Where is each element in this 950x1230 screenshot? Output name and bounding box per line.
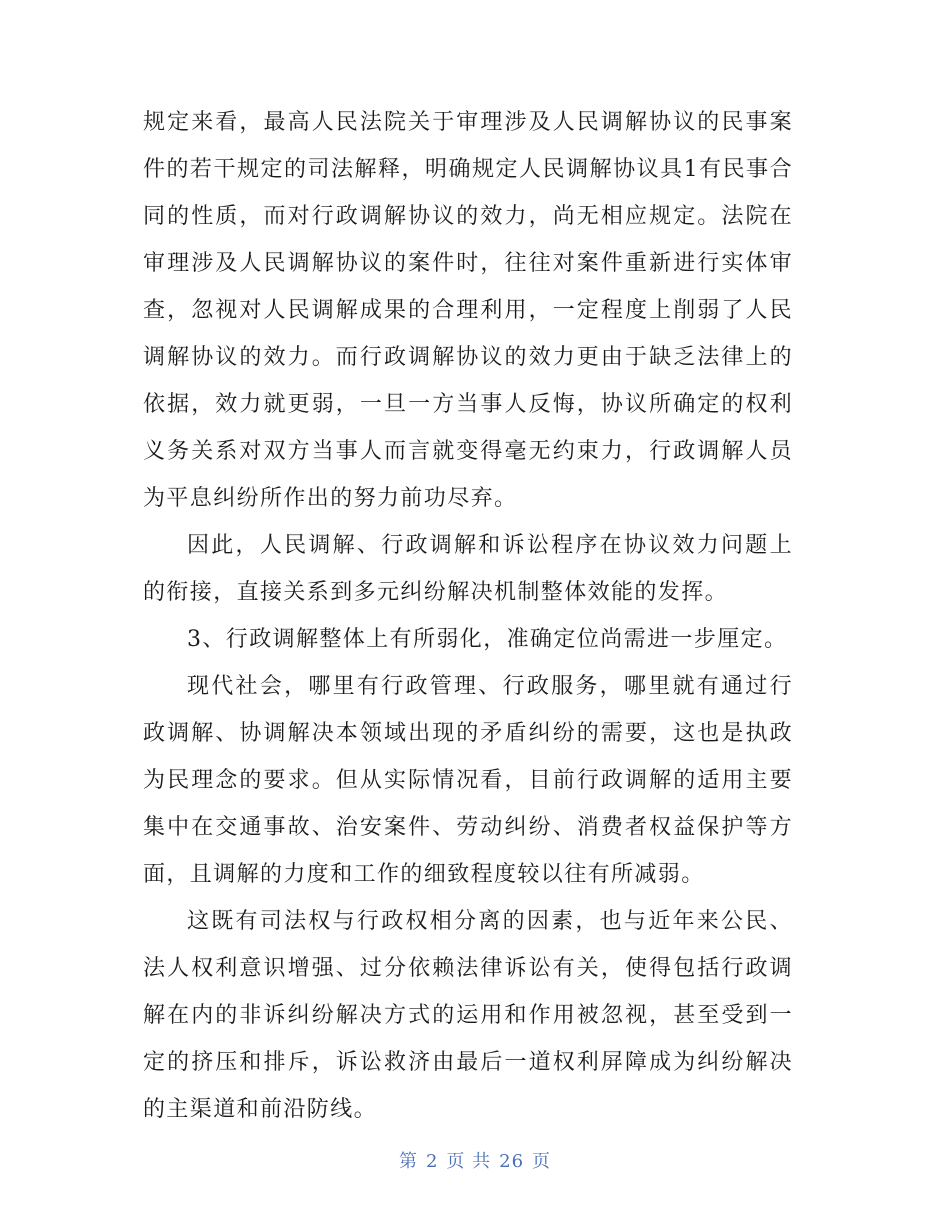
paragraph-3-heading: 3、行政调解整体上有所弱化，准确定位尚需进一步厘定。 bbox=[187, 627, 788, 652]
footer-current-page: 2 bbox=[425, 1151, 439, 1172]
footer-prefix: 第 bbox=[398, 1151, 418, 1172]
footer-middle: 页 共 bbox=[446, 1151, 492, 1172]
footer-suffix: 页 bbox=[532, 1151, 552, 1172]
paragraph-5: 这既有司法权与行政权相分离的因素，也与近年来公民、法人权利意识增强、过分依赖法律诉讼有关，使得包括行政调解在内的非诉纠纷解决方式的运用和作用被忽视，甚至受到一定的挤压和排斥，诉讼救济由最后一道权利屏障成为纠纷解决的主渠道和前沿防线。 bbox=[143, 909, 793, 1122]
document-body bbox=[143, 99, 793, 1133]
paragraph-2: 因此，人民调解、行政调解和诉讼程序在协议效力问题上的衔接，直接关系到多元纠纷解决机制整体效能的发挥。 bbox=[143, 533, 793, 605]
footer-total-pages: 26 bbox=[499, 1151, 525, 1172]
page-footer bbox=[0, 1147, 950, 1173]
paragraph-4: 现代社会，哪里有行政管理、行政服务，哪里就有通过行政调解、协调解决本领域出现的矛盾纠纷的需要，这也是执政为民理念的要求。但从实际情况看，目前行政调解的适用主要集中在交通事故、治安案件、劳动纠纷、消费者权益保护等方面，且调解的力度和工作的细致程度较以往有所减弱。 bbox=[143, 674, 793, 887]
paragraph-1: 规定来看，最高人民法院关于审理涉及人民调解协议的民事案件的若干规定的司法解释，明确规定人民调解协议具1有民事合同的性质，而对行政调解协议的效力，尚无相应规定。法院在审理涉及人民调解协议的案件时，往往对案件重新进行实体审查，忽视对人民调解成果的合理利用，一定程度上削弱了人民调解协议的效力。而行政调解协议的效力更由于缺乏法律上的依据，效力就更弱，一旦一方当事人反悔，协议所确定的权利义务关系对双方当事人而言就变得毫无约束力，行政调解人员为平息纠纷所作出的努力前功尽弃。 bbox=[143, 110, 793, 511]
